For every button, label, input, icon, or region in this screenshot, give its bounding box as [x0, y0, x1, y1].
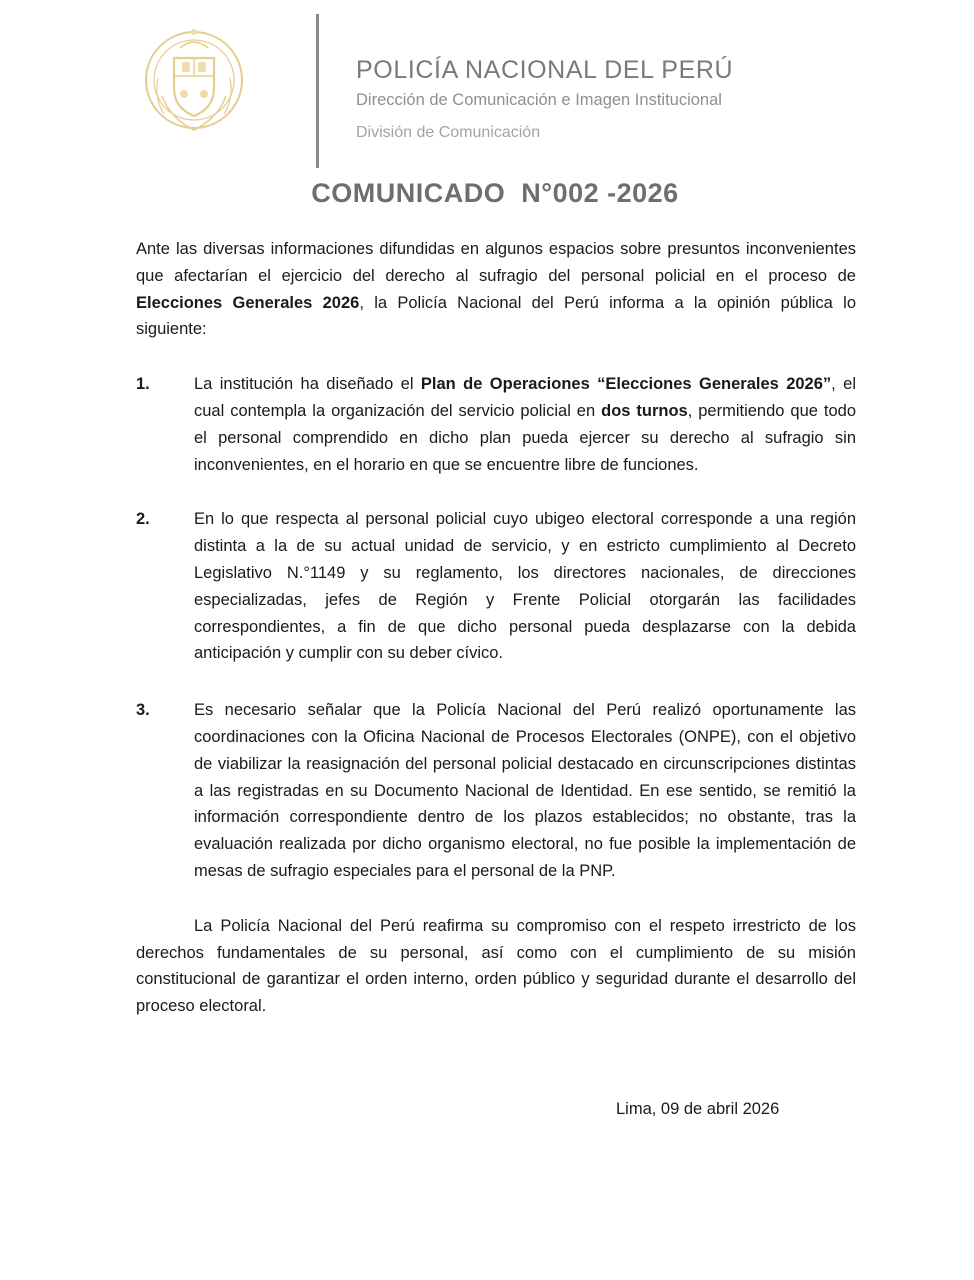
item-3-text: Es necesario señalar que la Policía Nacional del Perú realizó oportunamente las coordinaciones con la Oficina Nacional de Procesos Electorales (ONPE), con el objetivo de viabilizar la reasignación del personal policial destacado en circunscripciones distintas a las registradas en su Documento Nacional de Identidad. En ese sentido, se remitió la información correspondiente dentro de los plazos establecidos; no obstante, tras la evaluación realizada por dicho organismo electoral, no fue posible la implementación de mesas de sufragio especiales para el personal de la PNP. [194, 701, 856, 880]
organization-division: División de Comunicación [356, 124, 541, 141]
item-1-text-3: , permitiendo que todo el personal comprendido en dicho plan pueda ejercer su derecho al sufragio sin inconvenientes, en el horario en que se encuentre libre de funciones. [194, 401, 856, 474]
intro-text-1: Ante las diversas informaciones difundidas en algunos espacios sobre presuntos inconvenientes que afectarían el ejercicio del derecho al sufragio del personal policial en el proceso de [136, 240, 856, 285]
list-item-3 [136, 697, 856, 885]
item-1-text-1: La institución ha diseñado el [194, 375, 421, 394]
list-item-number: 2. [136, 510, 150, 529]
document-date: Lima, 09 de abril 2026 [616, 1100, 780, 1118]
intro-bold-elections: Elecciones Generales 2026 [136, 293, 360, 312]
list-item-number: 3. [136, 701, 150, 720]
item-1-bold-turnos: dos turnos [601, 401, 688, 420]
item-1-text-2: , el cual contempla la organización del servicio policial en [194, 375, 856, 420]
organization-name: POLICÍA NACIONAL DEL PERÚ [356, 56, 734, 84]
organization-direction: Dirección de Comunicación e Imagen Institucional [356, 91, 722, 109]
closing-paragraph: La Policía Nacional del Perú reafirma su compromiso con el respeto irrestricto de los derechos fundamentales de su personal, así como con el cumplimiento de su misión constitucional de garantizar el orden interno, orden público y seguridad durante el desarrollo del proceso electoral. [136, 916, 856, 1016]
pnp-emblem-icon [140, 18, 248, 148]
document-title: COMUNICADO N°002 -2026 [311, 178, 679, 208]
intro-text-2: , la Policía Nacional del Perú informa a la opinión pública lo siguiente: [136, 293, 857, 339]
list-item-1 [136, 371, 856, 478]
list-item-2 [136, 506, 856, 667]
list-item-number: 1. [136, 375, 150, 394]
intro-paragraph [136, 236, 856, 343]
item-2-text: En lo que respecta al personal policial cuyo ubigeo electoral corresponde a una región distinta a la de su actual unidad de servicio, y en estricto cumplimiento al Decreto Legislativo N.°1149 y su reglamento, los directores nacionales, de direcciones especializadas, jefes de Región y Frente Policial otorgarán las facilidades correspondientes, a fin de que dicho personal pueda desplazarse con la debida anticipación y cumplir con su deber cívico. [194, 510, 856, 663]
letterhead-divider [316, 14, 319, 168]
document-body [136, 236, 856, 1036]
item-1-bold-plan: Plan de Operaciones “Elecciones Generales 2026” [420, 375, 832, 394]
